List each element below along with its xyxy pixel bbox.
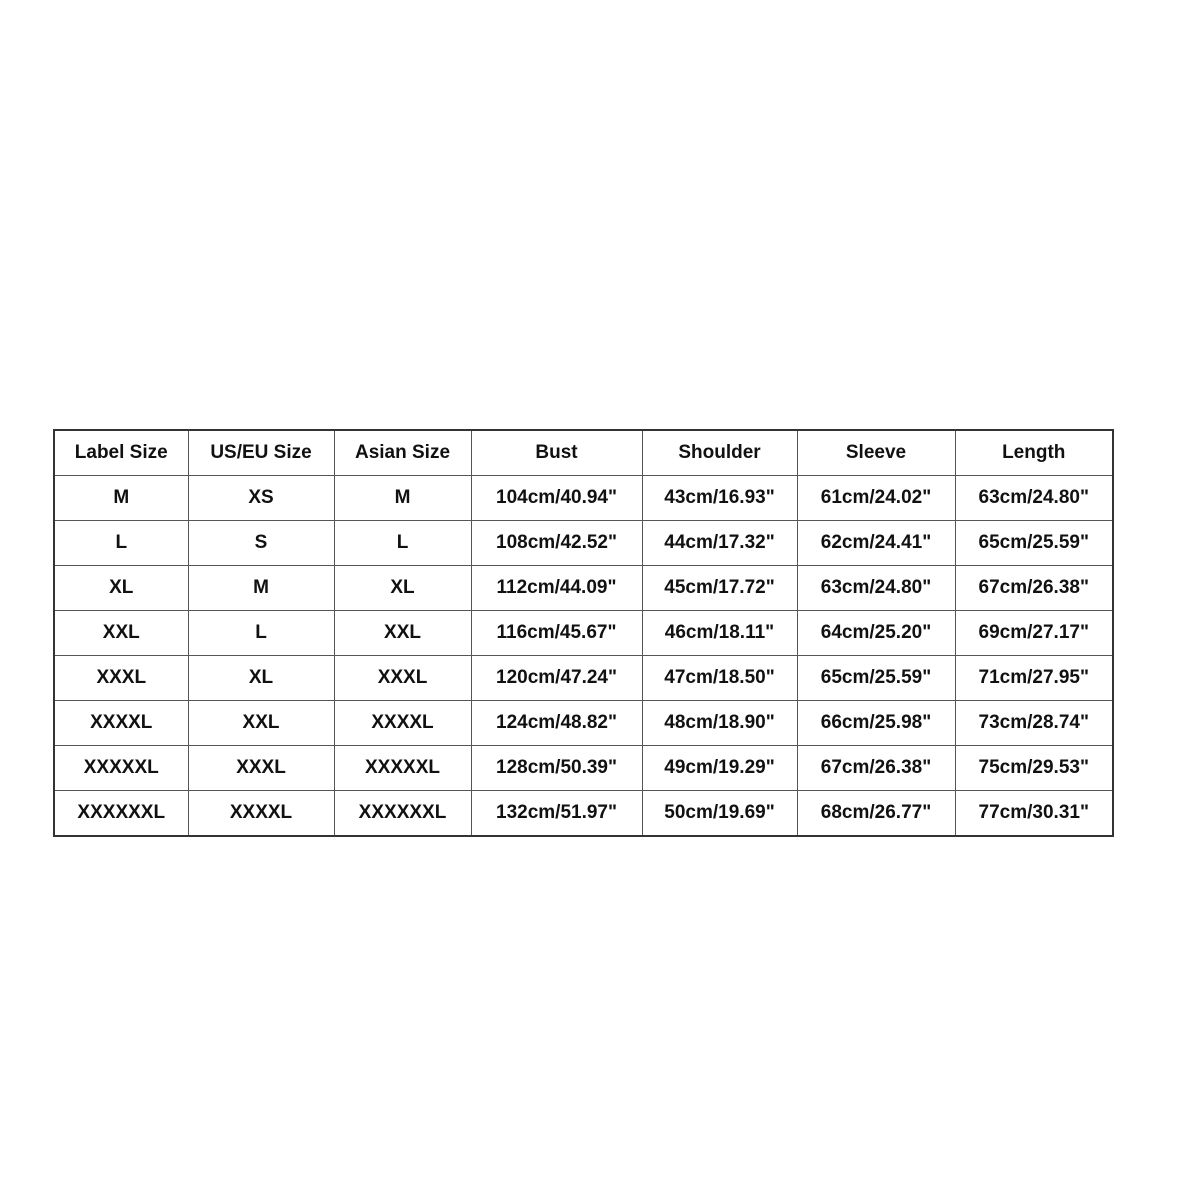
table-cell: XXXL [334, 656, 471, 701]
table-cell: 71cm/27.95" [955, 656, 1113, 701]
table-cell: L [188, 611, 334, 656]
header-asian-size: Asian Size [334, 430, 471, 476]
table-row [54, 611, 1113, 656]
table-cell: XS [188, 476, 334, 521]
table-cell: XXXL [54, 656, 188, 701]
table-cell: XXXXXL [54, 746, 188, 791]
table-row [54, 476, 1113, 521]
table-cell: L [54, 521, 188, 566]
size-chart-table [53, 429, 1114, 837]
table-cell: 116cm/45.67" [471, 611, 642, 656]
table-cell: XXXXXXL [334, 791, 471, 837]
table-cell: 124cm/48.82" [471, 701, 642, 746]
header-shoulder: Shoulder [642, 430, 797, 476]
table-cell: 45cm/17.72" [642, 566, 797, 611]
table-row [54, 746, 1113, 791]
table-cell: 112cm/44.09" [471, 566, 642, 611]
table-cell: 68cm/26.77" [797, 791, 955, 837]
table-cell: 49cm/19.29" [642, 746, 797, 791]
table-header-row [54, 430, 1113, 476]
table-cell: 77cm/30.31" [955, 791, 1113, 837]
table-cell: 44cm/17.32" [642, 521, 797, 566]
header-length: Length [955, 430, 1113, 476]
table-cell: XL [54, 566, 188, 611]
table-cell: 63cm/24.80" [797, 566, 955, 611]
table-cell: 120cm/47.24" [471, 656, 642, 701]
table-cell: XXXXL [54, 701, 188, 746]
table-row [54, 656, 1113, 701]
table-cell: 46cm/18.11" [642, 611, 797, 656]
table-cell: 48cm/18.90" [642, 701, 797, 746]
table-cell: 132cm/51.97" [471, 791, 642, 837]
table-cell: 66cm/25.98" [797, 701, 955, 746]
table-cell: XXXXXXL [54, 791, 188, 837]
table-cell: XXXXL [334, 701, 471, 746]
table-row [54, 791, 1113, 837]
table-row [54, 566, 1113, 611]
table-cell: L [334, 521, 471, 566]
table-cell: M [188, 566, 334, 611]
table-cell: 69cm/27.17" [955, 611, 1113, 656]
table-cell: XXXXXL [334, 746, 471, 791]
table-cell: XXL [334, 611, 471, 656]
table-cell: 65cm/25.59" [797, 656, 955, 701]
table-cell: XL [334, 566, 471, 611]
table-cell: XXXXL [188, 791, 334, 837]
table-cell: 62cm/24.41" [797, 521, 955, 566]
header-us-eu-size: US/EU Size [188, 430, 334, 476]
table-cell: S [188, 521, 334, 566]
table-cell: 43cm/16.93" [642, 476, 797, 521]
table-cell: M [54, 476, 188, 521]
table-cell: XXL [54, 611, 188, 656]
table-row [54, 701, 1113, 746]
table-row [54, 521, 1113, 566]
table-cell: XL [188, 656, 334, 701]
table-cell: 73cm/28.74" [955, 701, 1113, 746]
table-cell: 64cm/25.20" [797, 611, 955, 656]
table-cell: 128cm/50.39" [471, 746, 642, 791]
table-cell: 104cm/40.94" [471, 476, 642, 521]
table-cell: XXXL [188, 746, 334, 791]
table-cell: XXL [188, 701, 334, 746]
table-cell: 50cm/19.69" [642, 791, 797, 837]
table-cell: 65cm/25.59" [955, 521, 1113, 566]
table-cell: 67cm/26.38" [797, 746, 955, 791]
table-cell: 108cm/42.52" [471, 521, 642, 566]
table-cell: 61cm/24.02" [797, 476, 955, 521]
header-bust: Bust [471, 430, 642, 476]
table-cell: 63cm/24.80" [955, 476, 1113, 521]
table-cell: M [334, 476, 471, 521]
table-cell: 67cm/26.38" [955, 566, 1113, 611]
header-label-size: Label Size [54, 430, 188, 476]
table-cell: 75cm/29.53" [955, 746, 1113, 791]
header-sleeve: Sleeve [797, 430, 955, 476]
table-cell: 47cm/18.50" [642, 656, 797, 701]
